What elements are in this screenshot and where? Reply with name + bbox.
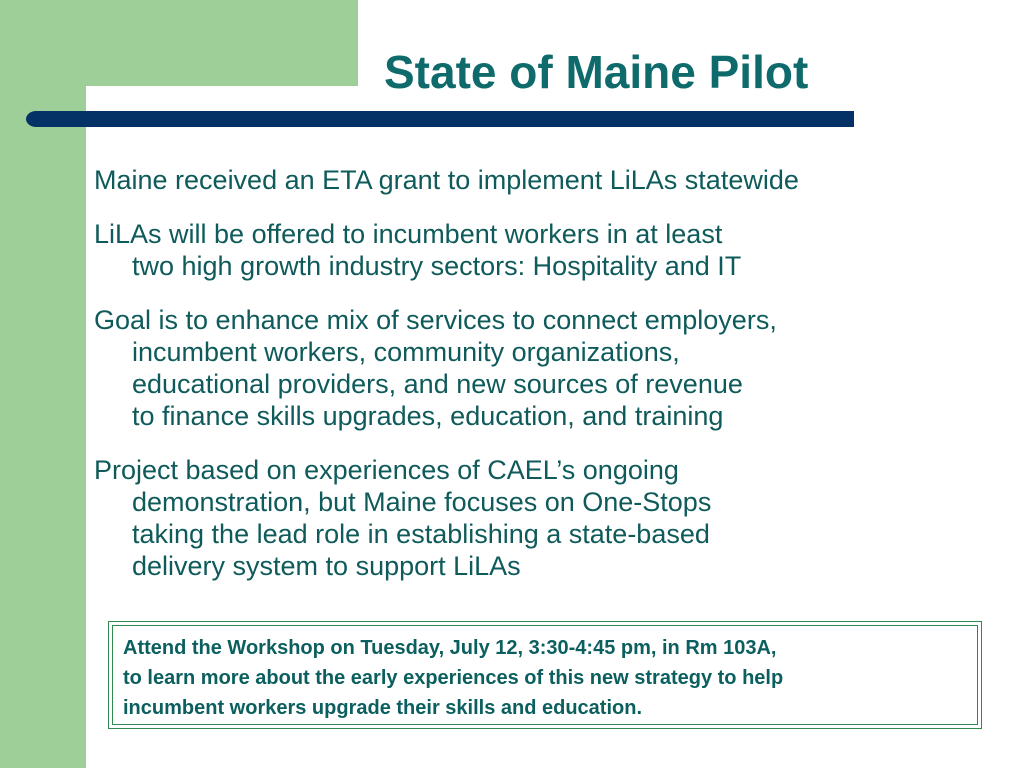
workshop-notice-inner (112, 625, 978, 725)
notice-line: to learn more about the early experiences of this new strategy to help (123, 667, 784, 689)
bullet-line: Project based on experiences of CAEL’s ongoing (94, 455, 679, 485)
bullet-line: to finance skills upgrades, education, and training (132, 401, 724, 431)
bullet-item (94, 454, 1014, 582)
slide-title: State of Maine Pilot (384, 46, 809, 98)
bullet-line: Maine received an ETA grant to implement LiLAs statewide (94, 165, 799, 195)
bullet-line: LiLAs will be offered to incumbent workers in at least (94, 219, 723, 249)
bullet-line: educational providers, and new sources of revenue (132, 369, 743, 399)
bullet-line: taking the lead role in establishing a state-based (132, 519, 710, 549)
bullet-line: incumbent workers, community organizations, (132, 337, 680, 367)
bullet-line: delivery system to support LiLAs (132, 551, 521, 581)
bullet-line: demonstration, but Maine focuses on One-Stops (132, 487, 712, 517)
bullet-line: two high growth industry sectors: Hospitality and IT (132, 251, 742, 281)
title-rule (26, 111, 854, 127)
bullet-item (94, 218, 1014, 282)
workshop-notice-box (108, 621, 982, 729)
bullet-item (94, 304, 1014, 432)
notice-line: incumbent workers upgrade their skills and education. (123, 697, 643, 719)
notice-line: Attend the Workshop on Tuesday, July 12, 3:30-4:45 pm, in Rm 103A, (123, 637, 777, 659)
top-green-band (86, 0, 358, 86)
bullet-line: Goal is to enhance mix of services to connect employers, (94, 305, 777, 335)
bullet-list (94, 164, 1014, 604)
bullet-item (94, 164, 1014, 196)
